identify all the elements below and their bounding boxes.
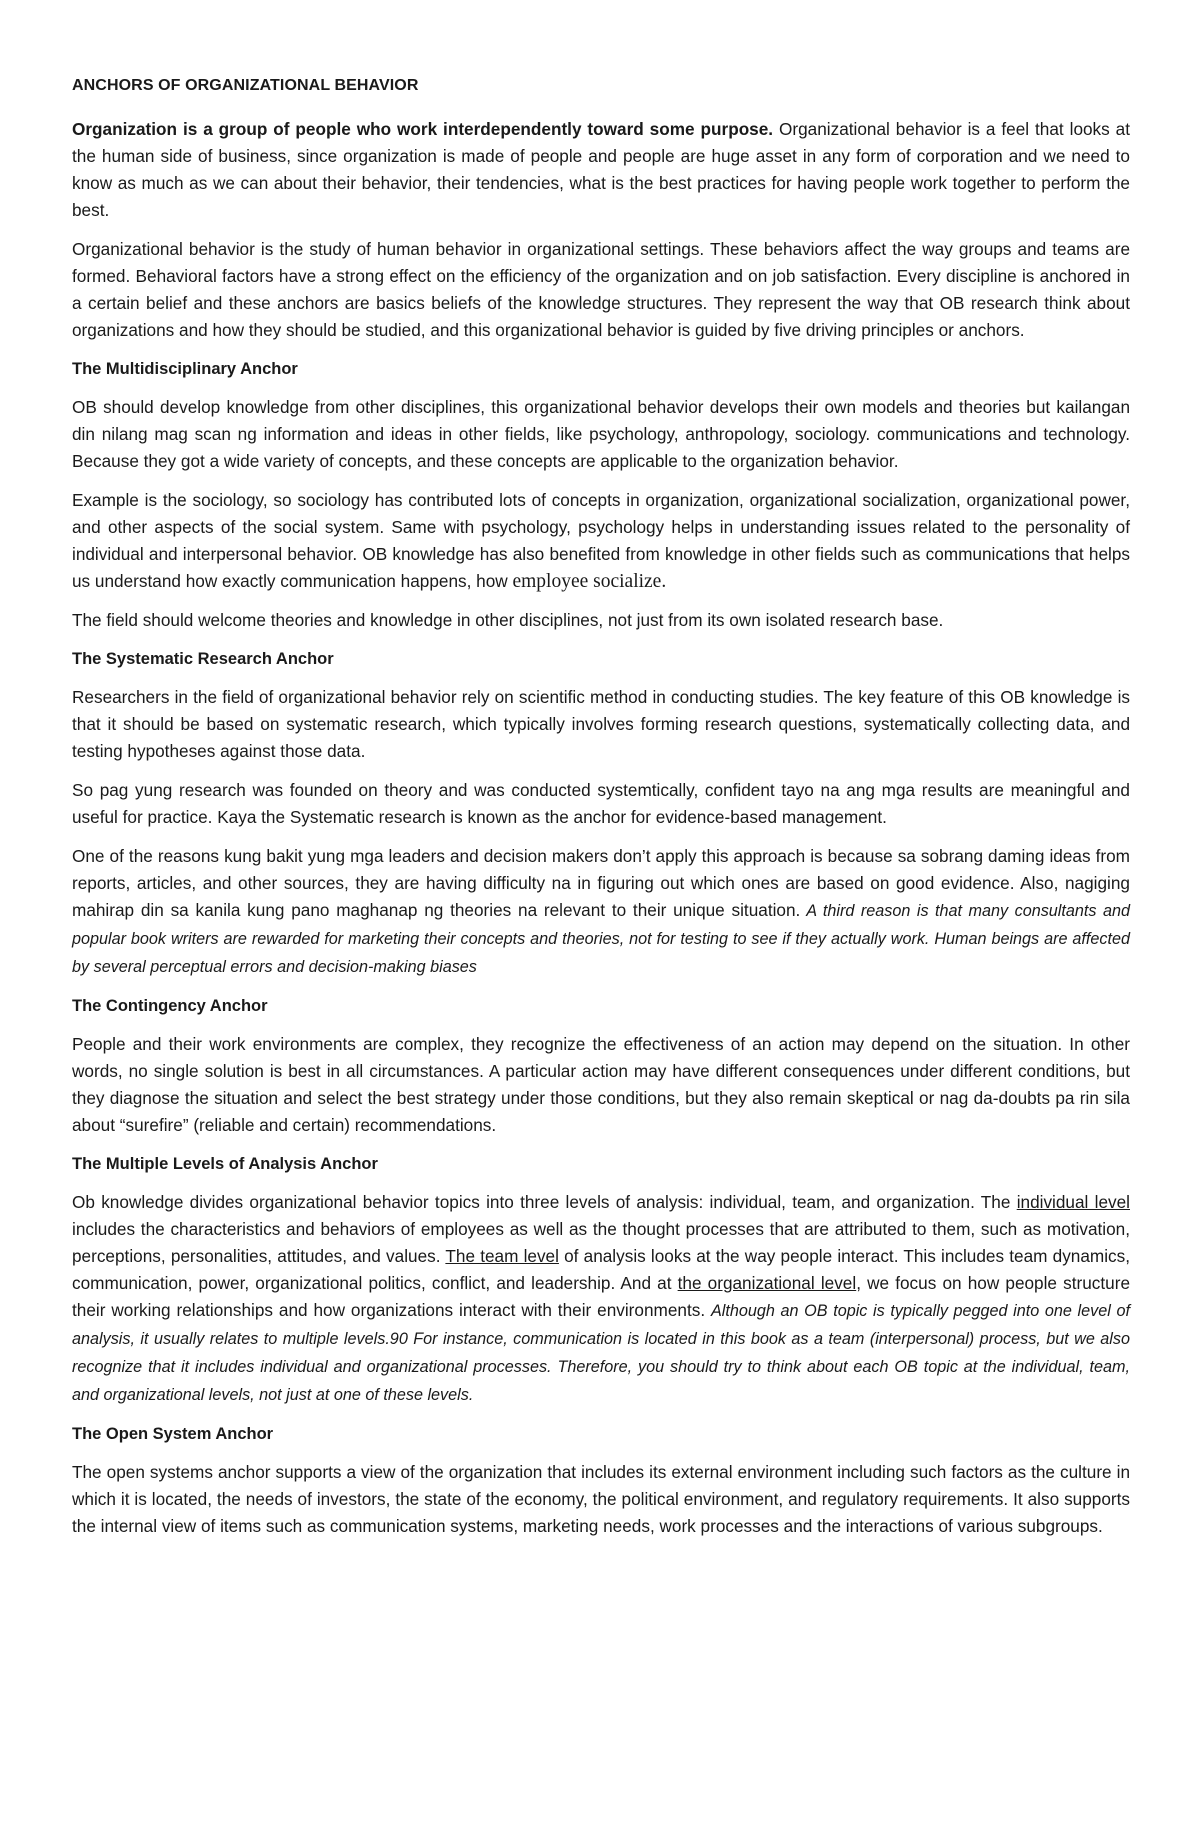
multidisciplinary-paragraph-3: The field should welcome theories and knowledge in other disciplines, not just from its own isolated research base. [72,610,944,630]
open-system-paragraph-1: The open systems anchor supports a view of the organization that includes its external environment including such factors as the culture in which it is located, the needs of investors, the state of the economy, the political environment, and regulatory requirements. It also supports the internal view of items such as communication systems, marketing needs, work processes and the interactions of various subgroups. [72,1462,1130,1536]
intro-definition-rest: Organizational behavior is a feel that looks at the human side of business, since organization is made of people and people are huge asset in any form of corporation and we need to know as much as we can about their behavior, their tendencies, what is the best practices for having people work together to perform the best. [72,119,1130,220]
multidisciplinary-heading: The Multidisciplinary Anchor [72,360,298,378]
systematic-paragraph-3-text: One of the reasons kung bakit yung mga leaders and decision makers don’t apply this approach is because sa sobrang daming ideas from reports, articles, and other sources, they are having difficulty na in figuring out which ones are based on good evidence. Also, nagiging mahirap din sa kanila kung pano maghanap ng theories na relevant to their unique situation. [72,846,1130,920]
open-system-heading: The Open System Anchor [72,1425,274,1443]
multiple-levels-italic: Although an OB topic is typically pegged into one level of analysis, it usually relates to multiple levels.90 For instance, communication is located in this book as a team (interpersonal) process, but we also recognize that it includes individual and organizational processes. Therefore, you should try to think about each OB topic at the individual, team, and organizational levels, not just at one of these levels. [72,1302,1130,1404]
multidisciplinary-paragraph-2-large-text: employee socialize. [512,571,667,592]
multidisciplinary-paragraph-2-text: Example is the sociology, so sociology has contributed lots of concepts in organization, organizational socialization, organizational power, and other aspects of the social system. Same with psychology, psychology helps in understanding issues related to the personality of individual and interpersonal behavior. OB knowledge has also benefited from knowledge in other fields such as communications that helps us understand how exactly communication happens, how [72,490,1130,591]
intro-paragraph-1 [72,116,1130,224]
multiple-levels-paragraph-1 [72,1189,1130,1409]
individual-level-underlined: individual level [1016,1192,1130,1212]
contingency-heading: The Contingency Anchor [72,997,268,1015]
organizational-level-underlined: the organizational level [677,1273,857,1293]
multidisciplinary-paragraph-2 [72,487,1130,595]
multiple-levels-heading: The Multiple Levels of Analysis Anchor [72,1155,378,1173]
contingency-paragraph-1: People and their work environments are complex, they recognize the effectiveness of an action may depend on the situation. In other words, no single solution is best in all circumstances. A particular action may have different consequences under different conditions, but they diagnose the situation and select the best strategy under those conditions, but they also remain skeptical or nag da-doubts pa rin sila about “surefire” (reliable and certain) recommendations. [72,1034,1130,1135]
document-title: ANCHORS OF ORGANIZATIONAL BEHAVIOR [72,77,419,94]
multiple-levels-text-d: , we focus on how people structure their working relationships and how organizations interact with their environments. [72,1273,1130,1320]
multidisciplinary-paragraph-1: OB should develop knowledge from other disciplines, this organizational behavior develops their own models and theories but kailangan din nilang mag scan ng information and ideas in other fields, like psychology, anthropology, sociology. communications and technology. Because they got a wide variety of concepts, and these concepts are applicable to the organization behavior. [72,397,1130,471]
intro-paragraph-2: Organizational behavior is the study of human behavior in organizational settings. These behaviors affect the way groups and teams are formed. Behavioral factors have a strong effect on the efficiency of the organization and on job satisfaction. Every discipline is anchored in a certain belief and these anchors are basics beliefs of the knowledge structures. They represent the way that OB research think about organizations and how they should be studied, and this organizational behavior is guided by five driving principles or anchors. [72,239,1130,340]
systematic-paragraph-1: Researchers in the field of organizational behavior rely on scientific method in conducting studies. The key feature of this OB knowledge is that it should be based on systematic research, which typically involves forming research questions, systematically collecting data, and testing hypotheses against those data. [72,687,1130,761]
multiple-levels-text-c: of analysis looks at the way people interact. This includes team dynamics, communication, power, organizational politics, conflict, and leadership. And at [72,1246,1130,1293]
multiple-levels-text-a: Ob knowledge divides organizational behavior topics into three levels of analysis: individual, team, and organization. The [72,1192,1017,1212]
systematic-paragraph-3-italic: A third reason is that many consultants and popular book writers are rewarded for marketing their concepts and theories, not for testing to see if they actually work. Human beings are affected by several perceptual errors and decision-making biases [72,902,1130,976]
intro-definition-bold: Organization is a group of people who work interdependently toward some purpose. [72,119,774,139]
systematic-paragraph-3 [72,843,1130,981]
multiple-levels-text-b: includes the characteristics and behaviors of employees as well as the thought processes that are attributed to them, such as motivation, perceptions, personalities, attitudes, and values. [72,1219,1130,1266]
systematic-paragraph-2: So pag yung research was founded on theory and was conducted systemtically, confident tayo na ang mga results are meaningful and useful for practice. Kaya the Systematic research is known as the anchor for evidence-based management. [72,780,1130,827]
systematic-heading: The Systematic Research Anchor [72,650,334,668]
team-level-underlined: The team level [445,1246,559,1266]
